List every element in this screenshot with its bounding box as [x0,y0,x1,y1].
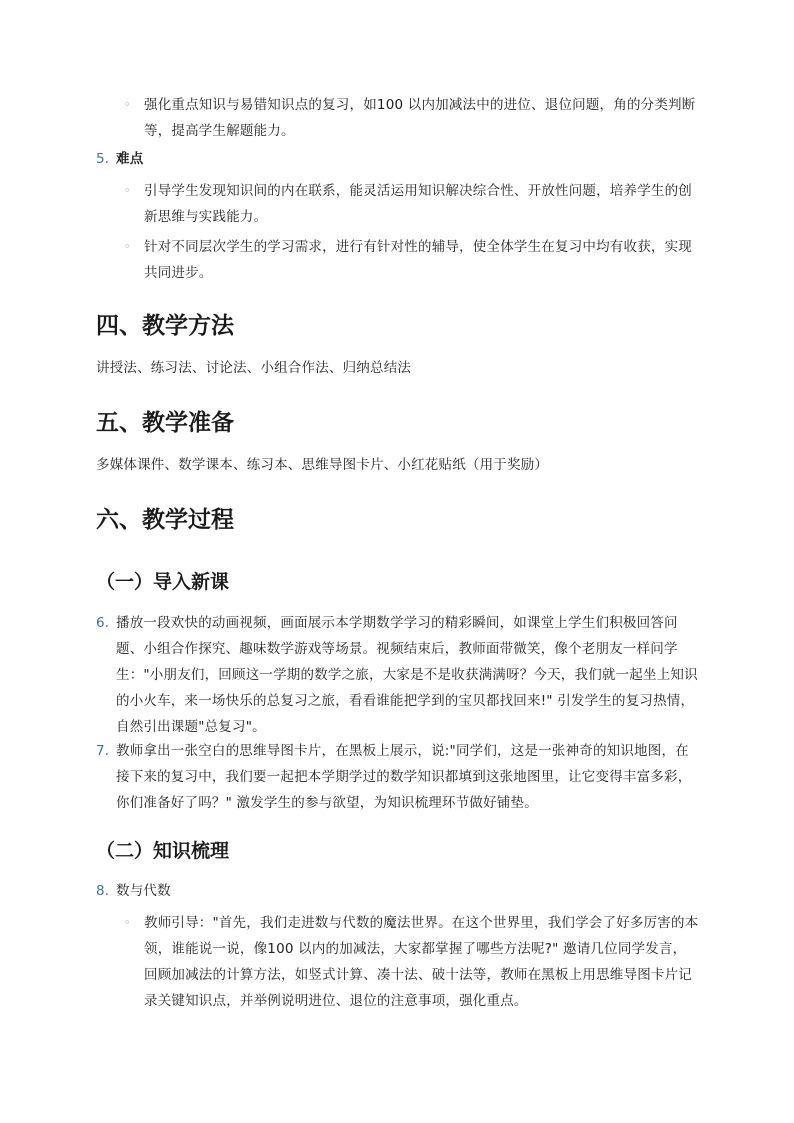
list-item-mind-map: 教师拿出一张空白的思维导图卡片，在黑板上展示，说:"同学们，这是一张神奇的知识地图，在接下来的复习中，我们要一起把本学期学过的数学知识都填到这张地图里，让它变得丰富多彩，你们准备好了吗？" 激发学生的参与欲望，为知识梳理环节做好铺垫。 [116,743,692,811]
list-item-numbers-algebra: 数与代数 [116,883,171,899]
list-item-intro-video: 播放一段欢快的动画视频，画面展示本学期数学学习的精彩瞬间，如课堂上学生们积极回答问题、小组合作探究、趣味数学游戏等场景。视频结束后，教师面带微笑，像个老朋友一样问学生："小朋友们，回顾这一学期的数学之旅，大家是不是收获满满呀？今天，我们就一起坐上知识的小火车，来一场快乐的总复习之旅，看看谁能把学到的宝贝都找回来!" 引发学生的复习热情，自然引出课题"总复习"。 [116,615,698,735]
methods-text: 讲授法、练习法、讨论法、小组合作法、归纳总结法 [96,360,412,376]
list-item-difficulty-2: 针对不同层次学生的学习需求，进行有针对性的辅导，使全体学生在复习中均有收获，实现共同进步。 [144,239,692,281]
subsection-heading-intro: （一）导入新课 [96,571,230,593]
list-item-key-review: 强化重点知识与易错知识点的复习，如100 以内加减法中的进位、退位问题，角的分类判断等，提高学生解题能力。 [144,97,696,139]
list-bullet: ◦ [124,184,131,197]
section-heading-preparation: 五、教学准备 [96,410,234,436]
section-heading-process: 六、教学过程 [96,507,234,533]
list-bullet: ◦ [124,916,131,929]
list-number: 7. [96,743,109,759]
difficulty-heading: 难点 [116,151,144,167]
list-item-difficulty-1: 引导学生发现知识间的内在联系，能灵活运用知识解决综合性、开放性问题，培养学生的创新思维与实践能力。 [144,183,692,225]
subsection-heading-knowledge: （二）知识梳理 [96,840,230,862]
list-number: 8. [96,883,109,899]
list-number: 6. [96,615,109,631]
list-bullet: ◦ [124,98,131,111]
section-heading-methods: 四、教学方法 [96,313,234,339]
list-item-teacher-guide: 教师引导："首先，我们走进数与代数的魔法世界。在这个世界里，我们学会了好多厉害的本领，谁能说一说，像100 以内的加减法，大家都掌握了哪些方法呢?" 邀请几位同学发言，回顾加减法的计算方法，如竖式计算、凑十法、破十法等，教师在黑板上用思维导图卡片记录关键知识点，并举例说明进位、退位的注意事项，强化重点。 [144,915,699,1009]
preparation-text: 多媒体课件、数学课本、练习本、思维导图卡片、小红花贴纸（用于奖励） [96,457,549,473]
list-number: 5. [96,151,109,167]
list-bullet: ◦ [124,240,131,253]
